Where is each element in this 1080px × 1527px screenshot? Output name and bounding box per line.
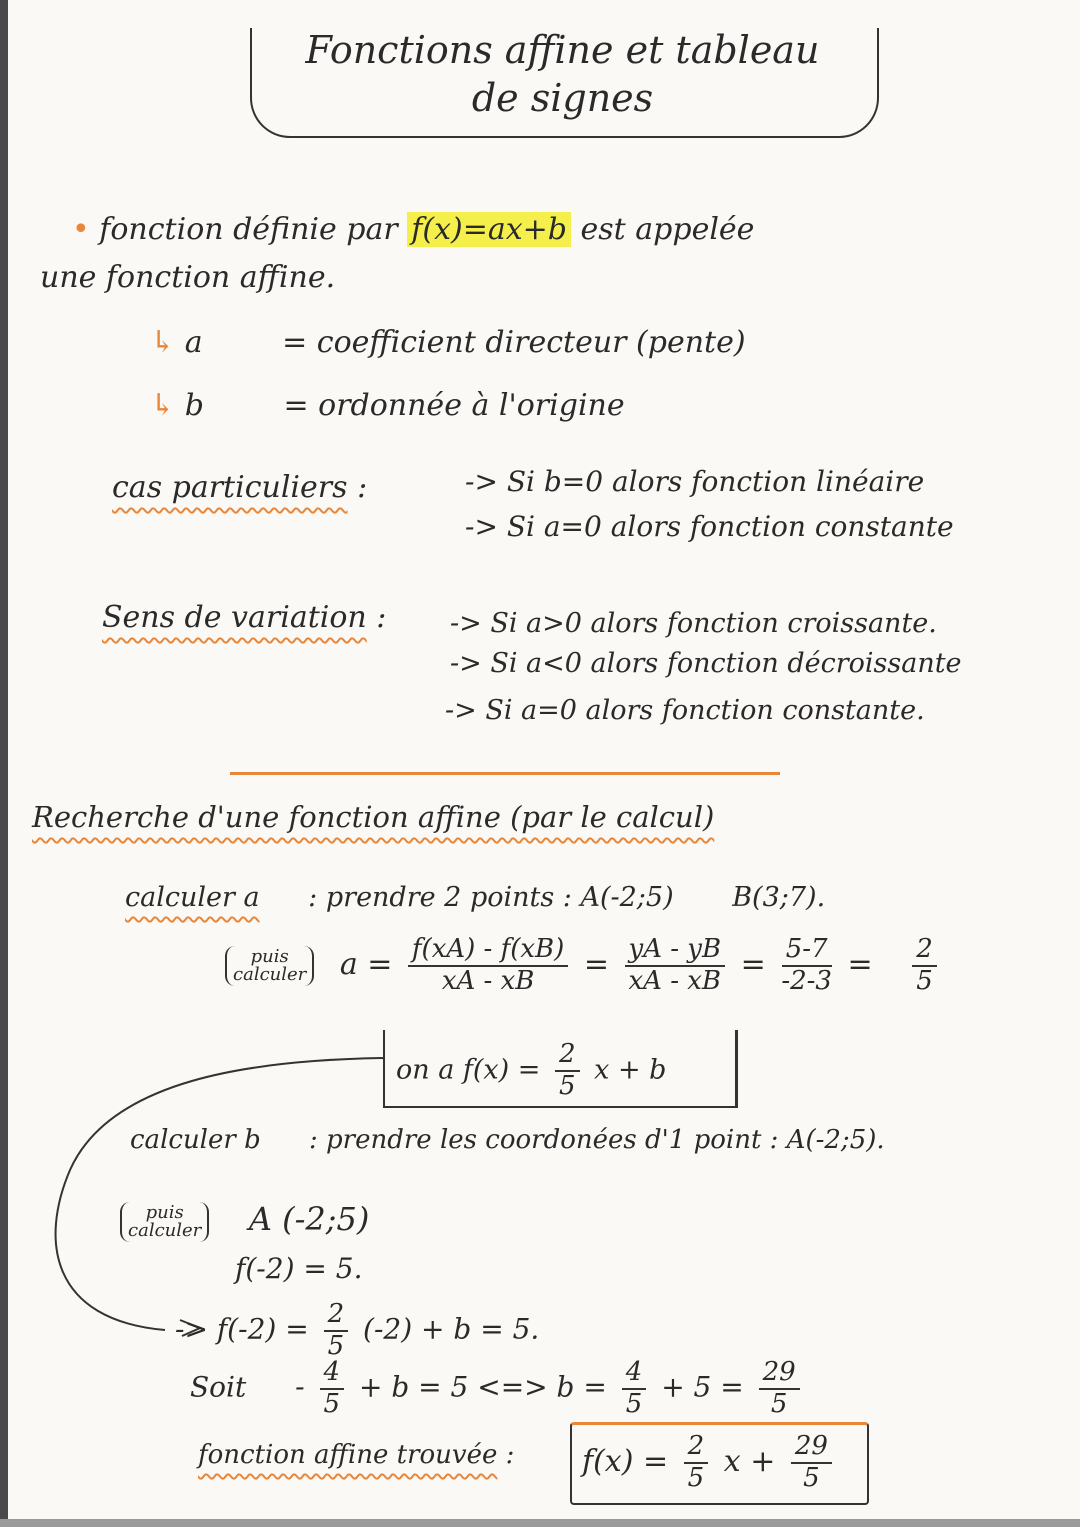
puis-calculer: puis calculer	[225, 946, 314, 986]
result-formula	[582, 1432, 838, 1494]
def-text: fonction définie par	[99, 212, 398, 247]
a-eq: a =	[339, 946, 393, 982]
fraction: $\frac{29}{5}$	[759, 1358, 800, 1420]
text: prendre 2 points : A(-2;5)	[325, 882, 674, 913]
fraction: $\frac{f(xA) - f(xB)}{xA - xB}$	[408, 935, 568, 997]
eq: =	[847, 946, 873, 982]
coef-symbol: b	[184, 388, 204, 423]
step1: f(-2) = 5.	[235, 1252, 363, 1285]
fraction: $\frac{2}{5}$	[684, 1432, 709, 1494]
label: cas particuliers	[112, 470, 348, 505]
calc-b-line	[130, 1125, 885, 1155]
label: calculer a	[125, 882, 260, 913]
text: -	[295, 1370, 305, 1404]
label: calculer b	[130, 1125, 261, 1155]
fraction: $\frac{29}{5}$	[791, 1432, 832, 1494]
fraction: $\frac{yA - yB}{xA - xB}$	[625, 935, 726, 997]
colon: :	[308, 882, 318, 913]
title-line2: de signes	[471, 76, 654, 120]
coef-desc: = coefficient directeur (pente)	[282, 325, 746, 360]
sens-item: -> Si a<0 alors fonction décroissante	[450, 648, 962, 679]
step3	[190, 1358, 806, 1420]
text: x +	[723, 1443, 776, 1479]
text: (-2) + b = 5.	[363, 1312, 540, 1346]
definition-line2: une fonction affine.	[40, 260, 336, 295]
fraction: $\frac{4}{5}$	[622, 1358, 647, 1420]
text: Soit	[190, 1370, 247, 1404]
eq: =	[583, 946, 609, 982]
arrow-icon: ↳	[150, 388, 176, 423]
sens-item: -> Si a=0 alors fonction constante.	[445, 695, 925, 726]
affine-formula: f(x)=ax+b	[407, 212, 571, 247]
def-text-after: est appelée	[580, 212, 755, 247]
text: -> f(-2) =	[175, 1312, 309, 1346]
bullet: •	[72, 212, 90, 247]
heading: Recherche d'une fonction affine (par le calcul)	[32, 800, 715, 834]
text: prendre les coordonées d'1 point : A(-2;5).	[326, 1125, 885, 1155]
point-b: B(3;7).	[732, 882, 826, 913]
coef-symbol: a	[184, 325, 203, 360]
cas-item: -> Si b=0 alors fonction linéaire	[465, 465, 925, 498]
fraction: $\frac{2}{5}$	[555, 1040, 580, 1102]
fraction: $\frac{2}{5}$	[912, 935, 937, 997]
label: Sens de variation	[102, 600, 367, 635]
colon: :	[357, 470, 368, 505]
point-line	[120, 1200, 369, 1242]
fraction: $\frac{2}{5}$	[324, 1300, 349, 1362]
result-label	[198, 1440, 514, 1470]
text: + 5 =	[661, 1370, 744, 1404]
colon: :	[505, 1440, 515, 1470]
point: A (-2;5)	[248, 1200, 370, 1238]
coef-desc: = ordonnée à l'origine	[283, 388, 625, 423]
step2	[175, 1300, 539, 1362]
label: fonction affine trouvée	[198, 1440, 498, 1470]
colon: :	[376, 600, 387, 635]
eq: =	[740, 946, 766, 982]
text: f(x) =	[582, 1443, 669, 1479]
cas-item: -> Si a=0 alors fonction constante	[465, 510, 954, 543]
text: x + b	[594, 1054, 667, 1086]
text: + b = 5 <=> b =	[358, 1370, 607, 1404]
fraction: $\frac{5-7}{-2-3}$	[781, 934, 832, 996]
colon: :	[309, 1125, 318, 1155]
fraction: $\frac{4}{5}$	[320, 1358, 345, 1420]
sens-item: -> Si a>0 alors fonction croissante.	[450, 608, 937, 639]
puis-calculer: puis calculer	[120, 1202, 209, 1242]
arrow-icon: ↳	[150, 325, 176, 360]
title-line1: Fonctions affine et tableau	[305, 28, 820, 72]
text: on a f(x) =	[396, 1054, 541, 1086]
